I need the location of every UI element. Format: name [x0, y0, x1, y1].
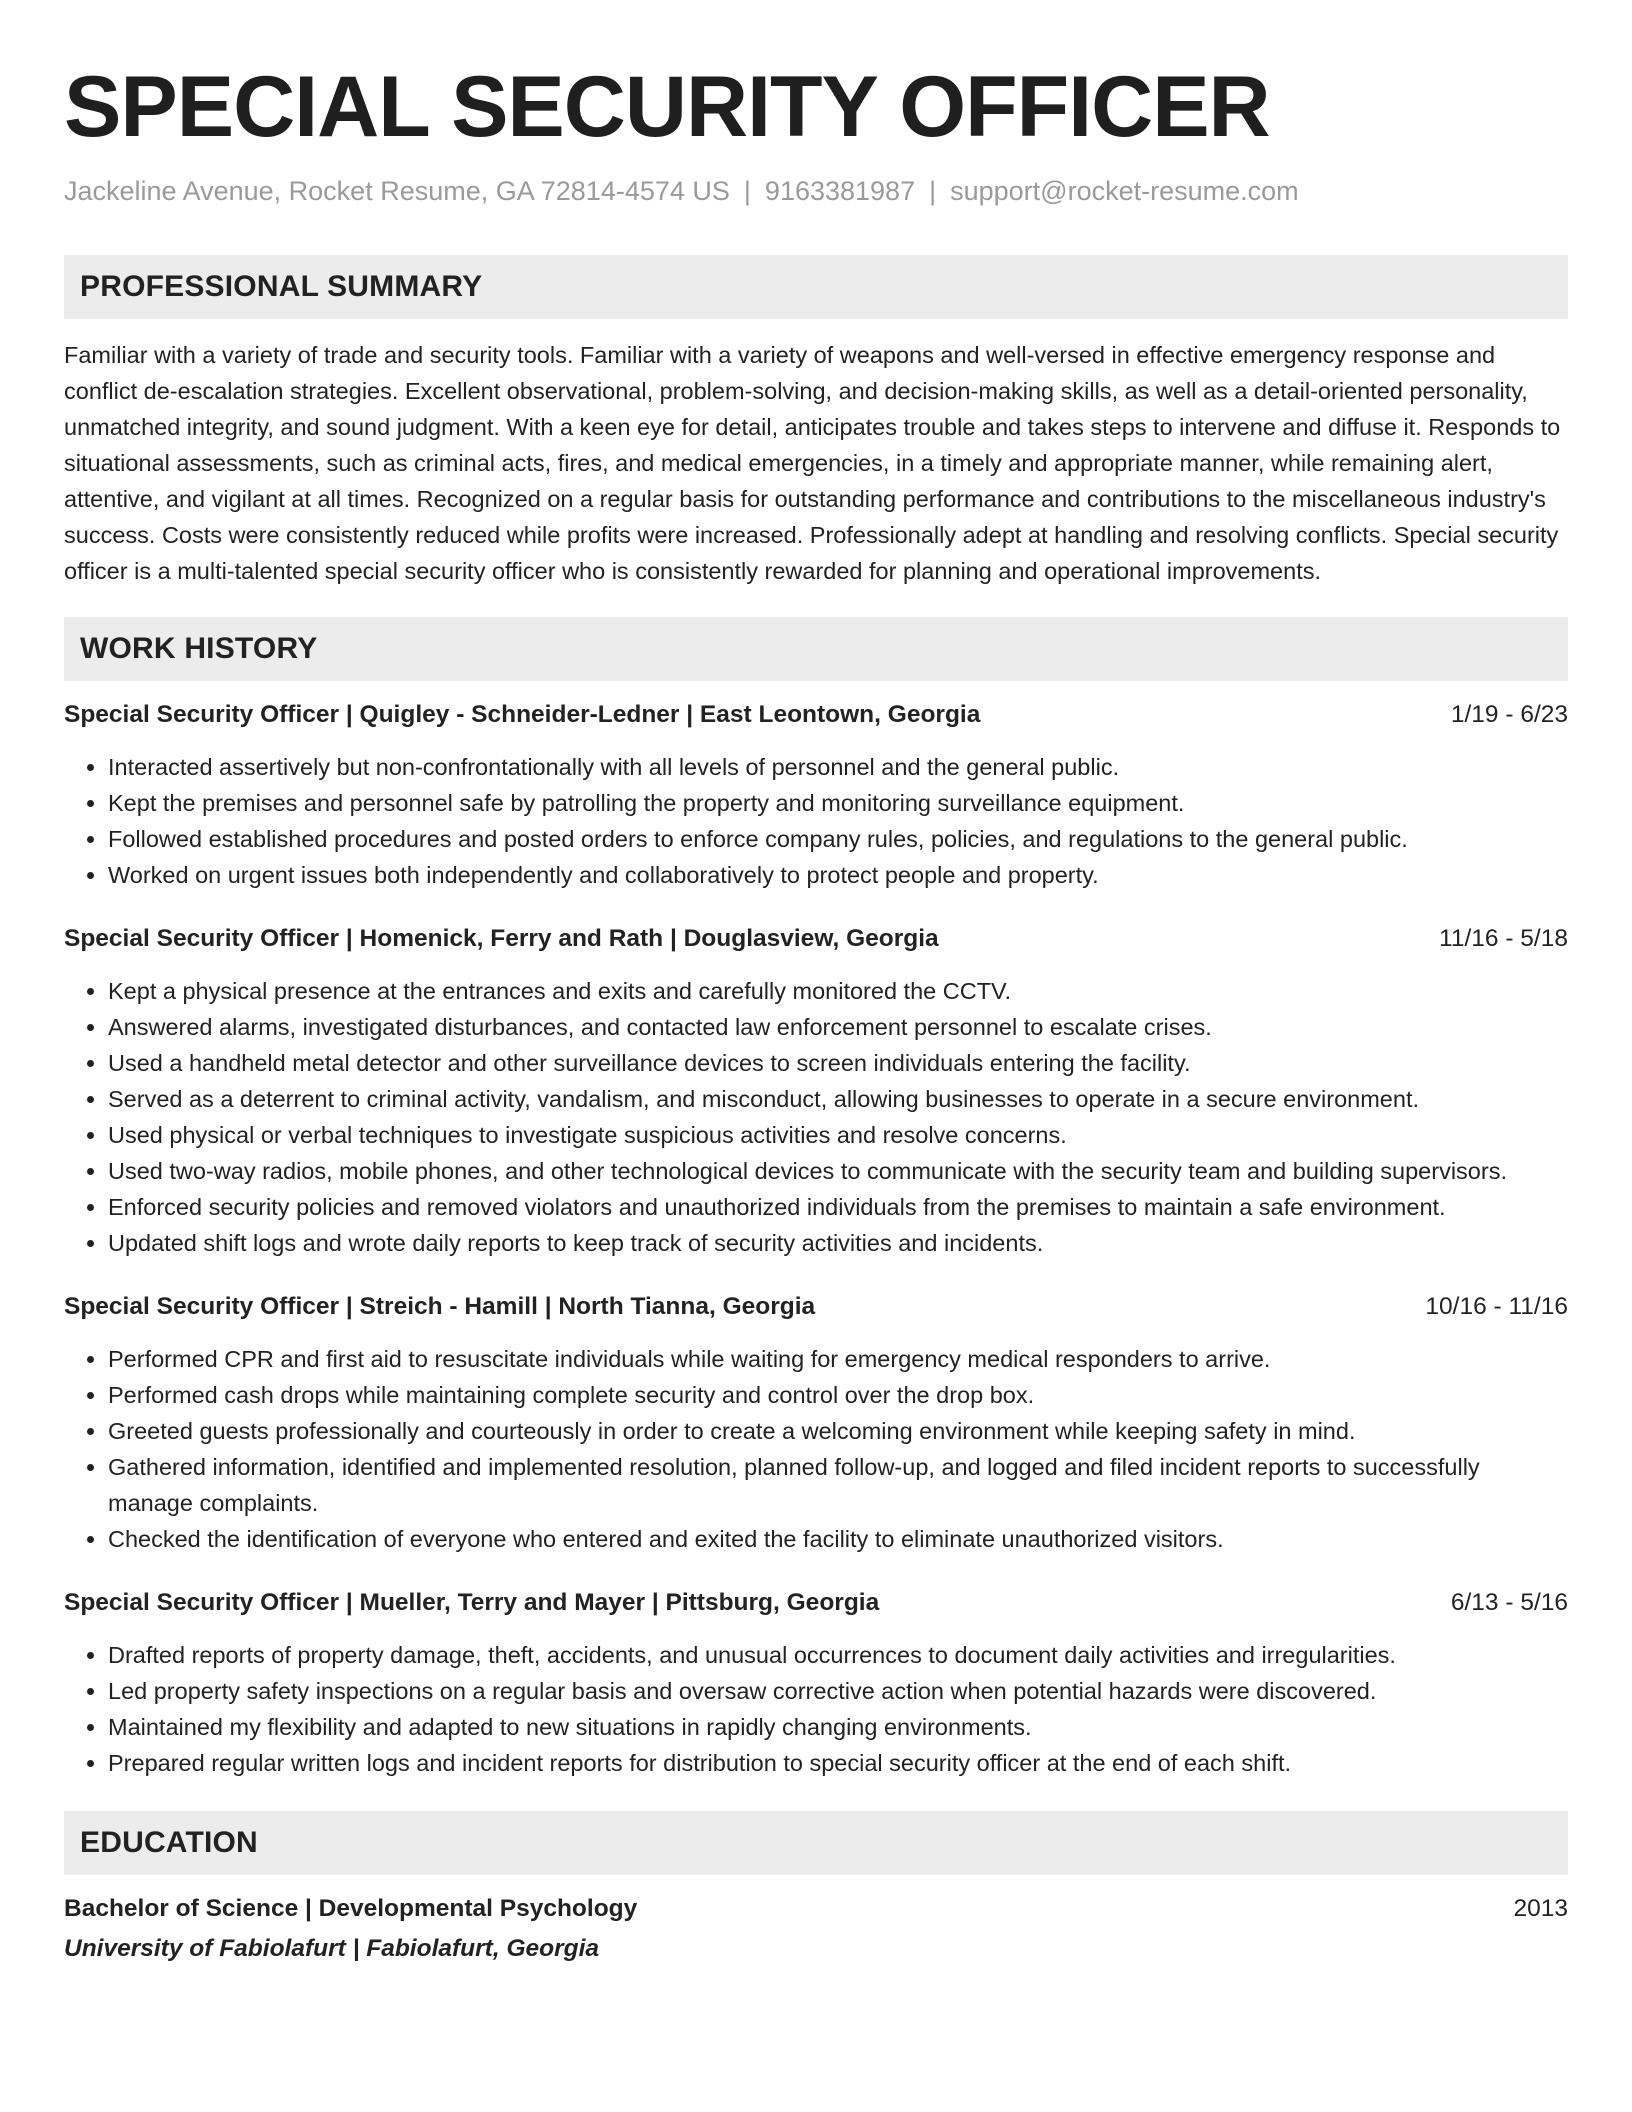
section-header-work-history: WORK HISTORY — [64, 617, 1568, 681]
job-head — [64, 1587, 1568, 1619]
contact-line — [64, 176, 1568, 207]
job-title: Special Security Officer | Mueller, Terry and Mayer | Pittsburg, Georgia — [64, 1589, 880, 1616]
job-bullet: • Interacted assertively but non-confrontationally with all levels of personnel and the general public. — [108, 749, 1568, 785]
summary-text: Familiar with a variety of trade and security tools. Familiar with a variety of weapons and well-versed in effective emergency response and conflict de-escalation strategies. Excellent observational, problem-solving, and decision-making skills, as well as a detail-oriented personality, unmatched integrity, and sound judgment. With a keen eye for detail, anticipates trouble and takes steps to intervene and diffuse it. Responds to situational assessments, such as criminal acts, fires, and medical emergencies, in a timely and appropriate manner, while remaining alert, attentive, and vigilant at all times. Recognized on a regular basis for outstanding performance and contributions to the miscellaneous industry's success. Costs were consistently reduced while profits were increased. Professionally adept at handling and resolving conflicts. Special security officer is a multi-talented special security officer who is consistently rewarded for planning and operational improvements. — [64, 342, 1561, 584]
contact-separator: | — [743, 176, 751, 206]
education-entry — [64, 1893, 1568, 1965]
job-bullet: • Served as a deterrent to criminal activity, vandalism, and misconduct, allowing businesses to operate in a secure environment. — [108, 1081, 1568, 1117]
job-entry — [64, 699, 1568, 893]
job-bullet: • Used physical or verbal techniques to investigate suspicious activities and resolve concerns. — [108, 1117, 1568, 1153]
job-bullet-list — [64, 1341, 1568, 1557]
contact-address: Jackeline Avenue, Rocket Resume, GA 72814-4574 US — [64, 176, 730, 206]
job-bullet: • Worked on urgent issues both independently and collaboratively to protect people and property. — [108, 857, 1568, 893]
job-bullet: • Used two-way radios, mobile phones, and other technological devices to communicate with the security team and building supervisors. — [108, 1153, 1568, 1189]
education-head — [64, 1893, 1568, 1925]
contact-separator: | — [929, 176, 937, 206]
job-dates: 11/16 - 5/18 — [1439, 925, 1568, 952]
job-dates: 10/16 - 11/16 — [1425, 1293, 1568, 1320]
job-bullet: • Updated shift logs and wrote daily reports to keep track of security activities and incidents. — [108, 1225, 1568, 1261]
education-school: University of Fabiolafurt | Fabiolafurt, Georgia — [64, 1935, 600, 1962]
job-bullet: • Followed established procedures and posted orders to enforce company rules, policies, and regulations to the general public. — [108, 821, 1568, 857]
job-bullet: • Performed CPR and first aid to resuscitate individuals while waiting for emergency medical responders to arrive. — [108, 1341, 1568, 1377]
job-dates: 6/13 - 5/16 — [1450, 1589, 1568, 1616]
job-title: Special Security Officer | Streich - Hamill | North Tianna, Georgia — [64, 1293, 816, 1320]
education-degree: Bachelor of Science | Developmental Psychology — [64, 1895, 638, 1922]
job-dates: 1/19 - 6/23 — [1450, 701, 1568, 728]
contact-phone: 9163381987 — [764, 176, 916, 206]
job-bullet: • Maintained my flexibility and adapted to new situations in rapidly changing environments. — [108, 1709, 1568, 1745]
job-bullet: • Answered alarms, investigated disturbances, and contacted law enforcement personnel to escalate crises. — [108, 1009, 1568, 1045]
job-bullet: • Used a handheld metal detector and other surveillance devices to screen individuals entering the facility. — [108, 1045, 1568, 1081]
section-header-education: EDUCATION — [64, 1811, 1568, 1875]
job-bullet: • Greeted guests professionally and courteously in order to create a welcoming environment while keeping safety in mind. — [108, 1413, 1568, 1449]
job-bullet-list — [64, 749, 1568, 893]
job-bullet: • Drafted reports of property damage, theft, accidents, and unusual occurrences to document daily activities and irregularities. — [108, 1637, 1568, 1673]
job-bullet: • Gathered information, identified and implemented resolution, planned follow-up, and logged and filed incident reports to successfully manage complaints. — [108, 1449, 1568, 1521]
job-bullet: • Kept a physical presence at the entrances and exits and carefully monitored the CCTV. — [108, 973, 1568, 1009]
job-bullet: • Performed cash drops while maintaining complete security and control over the drop box. — [108, 1377, 1568, 1413]
job-bullet-list — [64, 1637, 1568, 1781]
job-entry — [64, 1291, 1568, 1557]
section-header-summary: PROFESSIONAL SUMMARY — [64, 255, 1568, 319]
resume-title: SPECIAL SECURITY OFFICER — [64, 59, 1270, 155]
job-entry — [64, 923, 1568, 1261]
work-history-list — [64, 699, 1568, 1781]
job-title: Special Security Officer | Homenick, Ferry and Rath | Douglasview, Georgia — [64, 925, 939, 952]
job-entry — [64, 1587, 1568, 1781]
job-head — [64, 699, 1568, 731]
job-bullet: • Checked the identification of everyone who entered and exited the facility to eliminate unauthorized visitors. — [108, 1521, 1568, 1557]
job-bullet: • Kept the premises and personnel safe by patrolling the property and monitoring surveillance equipment. — [108, 785, 1568, 821]
job-bullet: • Led property safety inspections on a regular basis and oversaw corrective action when potential hazards were discovered. — [108, 1673, 1568, 1709]
job-bullet: • Enforced security policies and removed violators and unauthorized individuals from the premises to maintain a safe environment. — [108, 1189, 1568, 1225]
contact-email: support@rocket-resume.com — [950, 176, 1299, 206]
job-bullet-list — [64, 973, 1568, 1261]
job-head — [64, 923, 1568, 955]
education-year: 2013 — [1513, 1895, 1568, 1922]
job-title: Special Security Officer | Quigley - Schneider-Ledner | East Leontown, Georgia — [64, 701, 981, 728]
job-bullet: • Prepared regular written logs and incident reports for distribution to special security officer at the end of each shift. — [108, 1745, 1568, 1781]
job-head — [64, 1291, 1568, 1323]
